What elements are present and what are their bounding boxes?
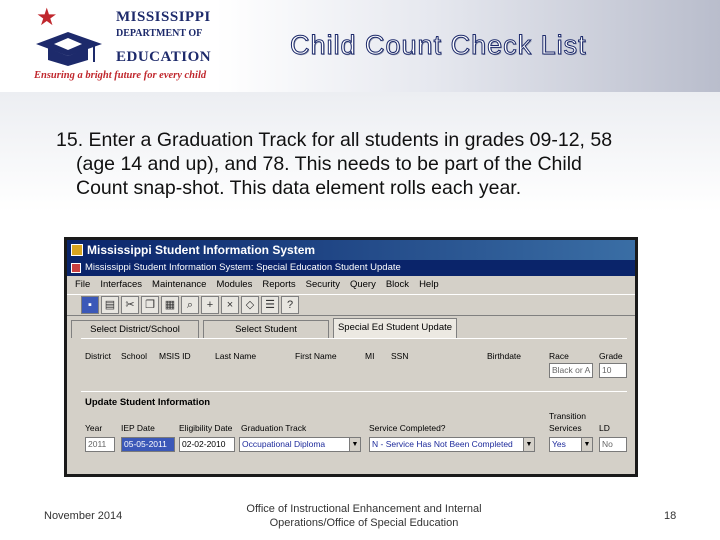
delete-record-icon[interactable]: × [221,296,239,314]
ld-field[interactable]: No [599,437,627,452]
label-year: Year [85,423,103,433]
footer-office-line-2: Operations/Office of Special Education [269,517,459,529]
instruction-line-3: Count snap-shot. This data element rolls each year. [76,177,522,199]
menu-modules[interactable]: Modules [216,279,253,290]
race-field[interactable]: Black or A [549,363,593,378]
app-icon [71,244,83,256]
query-icon[interactable]: ⌕ [181,296,199,314]
slide-title: Child Count Check List [290,30,587,60]
insert-record-icon[interactable]: + [201,296,219,314]
clear-icon[interactable]: ◇ [241,296,259,314]
toolbar [67,294,635,316]
label-msis-id: MSIS ID [159,351,191,361]
menu-block[interactable]: Block [385,279,410,290]
msis-window [67,240,635,474]
subwindow-title: Mississippi Student Information System: Special Education Student Update [85,262,401,273]
graduation-track-select[interactable] [239,437,361,452]
menu-maintenance[interactable]: Maintenance [152,279,207,290]
msis-screenshot [64,237,638,477]
instruction-text [56,128,696,200]
graduation-track-value: Occupational Diploma [242,439,326,449]
print-icon[interactable]: ▤ [101,296,119,314]
label-ld: LD [599,423,610,433]
menu-file[interactable]: File [75,279,91,290]
transition-services-select[interactable] [549,437,593,452]
service-completed-value: N - Service Has Not Been Completed [372,439,513,449]
window-title: Mississippi Student Information System [87,243,316,257]
chevron-down-icon[interactable]: ▼ [349,438,360,451]
label-graduation-track: Graduation Track [241,423,307,433]
slide-header [0,0,720,92]
label-services: Services [549,423,582,433]
menu-help[interactable]: Help [419,279,439,290]
mde-logo [32,6,212,84]
footer-date: November 2014 [44,510,123,522]
slide-footer [0,500,720,540]
logo-department: DEPARTMENT OF [116,28,203,39]
transition-services-value: Yes [552,439,566,449]
tab-select-student[interactable]: Select Student [203,320,329,338]
label-school: School [121,351,147,361]
label-race: Race [549,351,569,361]
label-iep-date: IEP Date [121,423,155,433]
window-titlebar[interactable] [67,240,635,260]
list-icon[interactable]: ☰ [261,296,279,314]
logo-tagline: Ensuring a bright future for every child [34,70,207,81]
label-birthdate: Birthdate [487,351,522,361]
logo-state-name: MISSISSIPPI [116,9,211,25]
student-form-panel [81,338,627,468]
menu-security[interactable]: Security [305,279,340,290]
tab-strip [67,320,635,340]
footer-office [236,502,492,530]
menu-bar [67,276,635,294]
logo-education: EDUCATION [116,49,212,65]
save-icon[interactable]: ▪ [81,296,99,314]
help-icon[interactable]: ? [281,296,299,314]
footer-office-line-1: Office of Instructional Enhancement and Internal [246,503,482,515]
label-eligibility-date: Eligibility Date [179,423,233,433]
label-mi: MI [365,351,375,361]
tab-special-ed-student-update[interactable]: Special Ed Student Update [333,318,457,338]
page-number: 18 [664,510,677,522]
copy-icon[interactable]: ❐ [141,296,159,314]
tab-select-district-school[interactable]: Select District/School [71,320,199,338]
star-icon: ★ [36,4,58,31]
instruction-line-2: (age 14 and up), and 78. This needs to be part of the Child [76,153,582,175]
label-district: District [85,351,111,361]
eligibility-date-field[interactable]: 02-02-2010 [179,437,235,452]
label-last-name: Last Name [215,351,257,361]
label-service-completed: Service Completed? [369,423,446,433]
instruction-line-1: 15. Enter a Graduation Track for all students in grades 09-12, 58 [56,129,613,151]
chevron-down-icon[interactable]: ▼ [581,438,592,451]
chevron-down-icon[interactable]: ▼ [523,438,534,451]
label-first-name: First Name [295,351,337,361]
menu-reports[interactable]: Reports [262,279,296,290]
year-field[interactable]: 2011 [85,437,115,452]
update-section-title: Update Student Information [85,397,211,408]
service-completed-select[interactable] [369,437,535,452]
paste-icon[interactable]: ▦ [161,296,179,314]
label-grade: Grade [599,351,623,361]
label-transition: Transition [549,411,587,421]
form-icon [71,263,81,273]
menu-query[interactable]: Query [349,279,376,290]
grade-field[interactable]: 10 [599,363,627,378]
graduation-cap-icon [34,28,104,68]
section-divider [81,391,627,392]
subwindow-titlebar[interactable] [67,260,635,276]
label-ssn: SSN [391,351,409,361]
iep-date-field[interactable]: 05-05-2011 [121,437,175,452]
cut-icon[interactable]: ✂ [121,296,139,314]
menu-interfaces[interactable]: Interfaces [100,279,143,290]
